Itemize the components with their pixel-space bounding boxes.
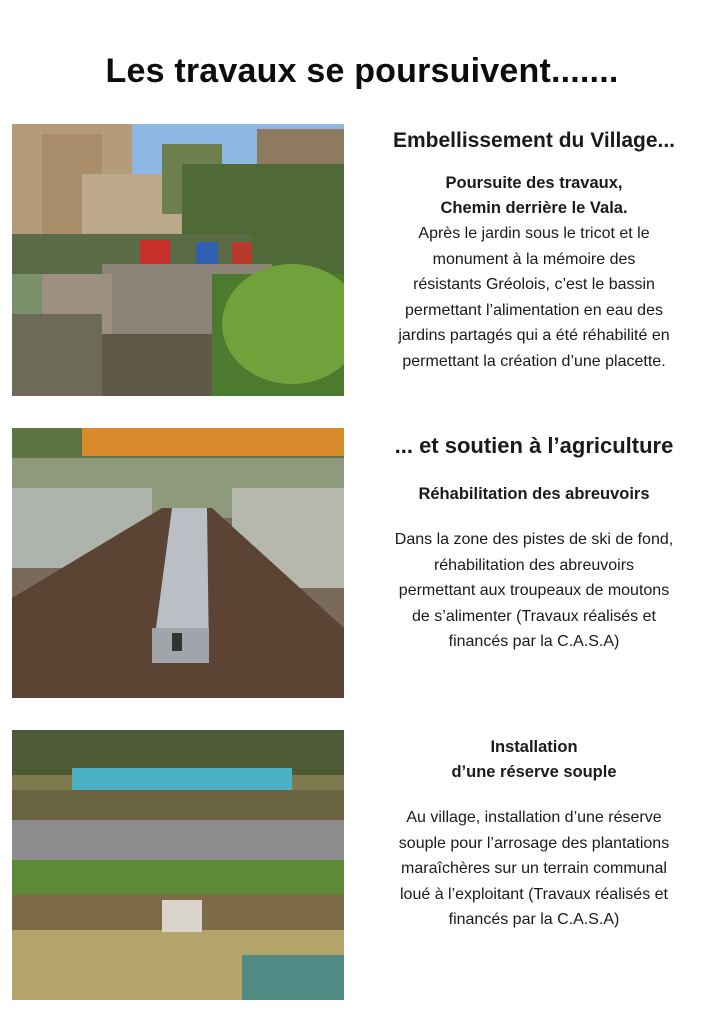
section-body xyxy=(354,527,714,655)
body-line: financés par la C.A.S.A) xyxy=(448,911,620,928)
subheading-line: Poursuite des travaux, xyxy=(445,174,623,192)
body-line: permettant la création d’une placette. xyxy=(402,352,666,370)
body-line: loué à l’exploitant (Travaux réalisés et xyxy=(400,885,668,903)
reservoir-garden-photo xyxy=(12,730,344,1000)
section-reserve xyxy=(354,735,714,933)
body-line: Après le jardin sous le tricot et le xyxy=(418,225,650,242)
body-line: monument à la mémoire des xyxy=(432,250,636,268)
subheading-line: Chemin derrière le Vala. xyxy=(440,199,628,217)
subheading-line: Réhabilitation des abreuvoirs xyxy=(418,485,650,503)
section-heading: Embellissement du Village... xyxy=(392,129,676,152)
body-line: Dans la zone des pistes de ski de fond, xyxy=(394,531,674,548)
body-line: souple pour l’arrosage des plantations xyxy=(398,834,670,852)
subheading-line: Installation xyxy=(490,738,578,756)
body-line: réhabilitation des abreuvoirs xyxy=(433,556,635,574)
body-line: de s’alimenter (Travaux réalisés et xyxy=(412,607,656,625)
body-line: financés par la C.A.S.A) xyxy=(448,633,620,650)
body-line: permettant aux troupeaux de moutons xyxy=(398,582,670,599)
body-line: permettant l’alimentation en eau des xyxy=(405,301,663,319)
body-line: résistants Gréolois, c’est le bassin xyxy=(413,276,655,293)
section-heading: ... et soutien à l’agriculture xyxy=(394,433,674,458)
body-line: jardins partagés qui a été réhabilité en xyxy=(398,327,670,344)
body-line: maraîchères sur un terrain communal xyxy=(401,860,667,877)
section-body xyxy=(354,221,714,374)
section-agriculture xyxy=(354,432,714,655)
section-embellissement xyxy=(354,127,714,374)
page-title: Les travaux se poursuivent....... xyxy=(105,52,619,90)
section-subheading xyxy=(354,171,714,221)
section-subheading xyxy=(354,482,714,507)
trough-field-photo xyxy=(12,428,344,698)
village-garden-photo xyxy=(12,124,344,396)
section-body xyxy=(354,805,714,933)
section-subheading xyxy=(354,735,714,785)
subheading-line: d’une réserve souple xyxy=(451,763,617,781)
body-line: Au village, installation d’une réserve xyxy=(406,809,662,826)
